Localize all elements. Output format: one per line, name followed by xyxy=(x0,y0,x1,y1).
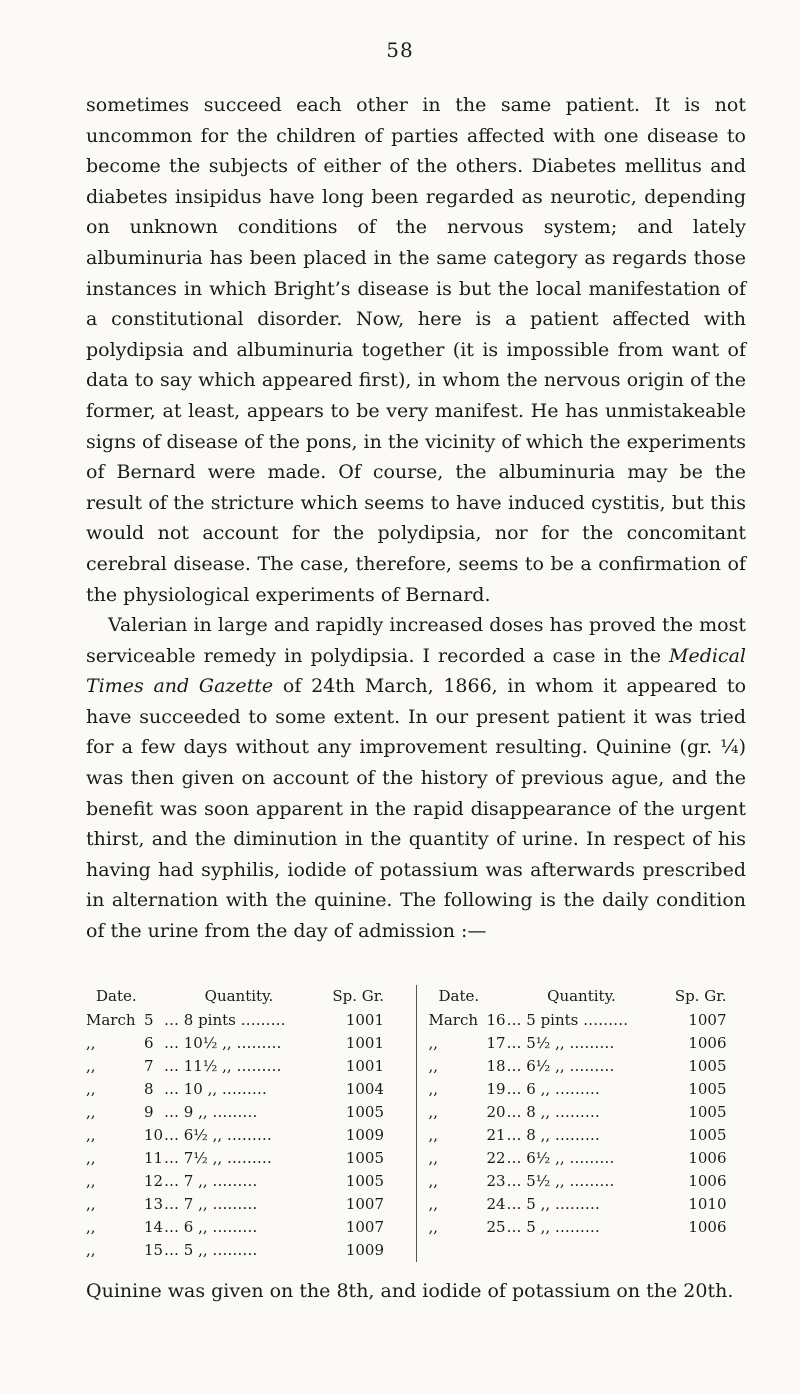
row-month: ,, xyxy=(428,1057,439,1075)
row-day: 23 xyxy=(486,1172,506,1190)
table-rows xyxy=(429,1009,759,1239)
row-quantity: … 6½ ,, ……… xyxy=(506,1149,615,1167)
table-row xyxy=(429,1124,759,1147)
row-date xyxy=(429,1124,507,1147)
row-month: ,, xyxy=(428,1172,439,1190)
row-month: ,, xyxy=(86,1218,96,1236)
row-sp-gr: 1001 xyxy=(345,1011,384,1029)
row-month: March xyxy=(428,1011,479,1029)
row-sp-gr: 1005 xyxy=(345,1172,384,1190)
header-sp-gr: Sp. Gr. xyxy=(674,987,727,1005)
table-row xyxy=(429,1101,759,1124)
table-row xyxy=(86,1055,416,1078)
row-day: 19 xyxy=(486,1080,506,1098)
row-quantity: … 6 ,, ……… xyxy=(164,1218,258,1236)
paragraph-1: sometimes succeed each other in the same patient. It is not uncommon for the children of parties affected with one disease to become the subjects of either of the others. Diabetes mellitus and diabetes insipidus have long been regarded as neurotic, depending on unknown conditions of the nervous system; and lately albuminuria has been placed in the same category as regards those instances in which Bright’s disease is but the local manifestation of a constitutional disorder. Now, here is a patient affected with polydipsia and albuminuria together (it is impossible from want of data to say which appeared first), in whom the nervous origin of the former, at least, appears to be very manifest. He has unmistakeable signs of disease of the pons, in the vicinity of which the experiments of Bernard were made. Of course, the albuminuria may be the result of the stricture which seems to have induced cystitis, but this would not account for the polydipsia, nor for the concomitant cerebral disease. The case, therefore, seems to be a confirmation of the physiological experiments of Bernard. xyxy=(86,94,746,606)
row-quantity: … 8 ,, ……… xyxy=(506,1126,600,1144)
urine-tables xyxy=(86,985,758,1262)
row-day: 25 xyxy=(486,1218,506,1236)
row-month: ,, xyxy=(428,1103,439,1121)
row-day: 13 xyxy=(144,1195,164,1213)
body-text xyxy=(86,90,746,947)
row-month: ,, xyxy=(86,1103,96,1121)
table-row xyxy=(429,1078,759,1101)
row-date xyxy=(86,1101,164,1124)
row-month: ,, xyxy=(86,1195,96,1213)
row-day: 14 xyxy=(144,1218,164,1236)
row-month: ,, xyxy=(428,1195,439,1213)
row-sp-gr: 1006 xyxy=(688,1149,727,1167)
header-sp-gr: Sp. Gr. xyxy=(332,987,384,1005)
row-date xyxy=(86,1170,164,1193)
row-day: 12 xyxy=(144,1172,164,1190)
row-sp-gr: 1006 xyxy=(688,1034,727,1052)
row-sp-gr: 1005 xyxy=(688,1080,727,1098)
row-sp-gr: 1005 xyxy=(345,1103,384,1121)
row-date xyxy=(429,1101,507,1124)
table-row xyxy=(86,1147,416,1170)
table-row xyxy=(86,1216,416,1239)
row-sp-gr: 1007 xyxy=(345,1218,384,1236)
row-sp-gr: 1001 xyxy=(345,1034,384,1052)
row-month: ,, xyxy=(428,1218,439,1236)
table-rows xyxy=(86,1009,416,1262)
row-quantity: … 10½ ,, ……… xyxy=(164,1034,282,1052)
row-month: ,, xyxy=(428,1034,439,1052)
row-quantity: … 5½ ,, ……… xyxy=(506,1034,615,1052)
row-sp-gr: 1006 xyxy=(688,1218,727,1236)
row-quantity: … 6½ ,, ……… xyxy=(506,1057,615,1075)
row-quantity: … 5½ ,, ……… xyxy=(506,1172,615,1190)
row-sp-gr: 1005 xyxy=(688,1103,727,1121)
row-date xyxy=(86,1009,164,1032)
row-quantity: … 7½ ,, ……… xyxy=(164,1149,272,1167)
row-month: ,, xyxy=(428,1126,439,1144)
footer-note: Quinine was given on the 8th, and iodide of potassium on the 20th. xyxy=(86,1280,734,1302)
row-month: ,, xyxy=(428,1149,439,1167)
row-month: March xyxy=(86,1011,136,1029)
table-row xyxy=(86,1078,416,1101)
table-row xyxy=(429,1147,759,1170)
row-date xyxy=(429,1193,507,1216)
table-row xyxy=(86,1170,416,1193)
row-month: ,, xyxy=(86,1034,96,1052)
urine-table-left xyxy=(86,985,417,1262)
row-date xyxy=(86,1216,164,1239)
paragraph-2-end: of 24th March, 1866, in whom it appeared to have succeeded to some extent. In our present patient it was tried for a few days without any improvement resulting. Quinine (gr. ¼) was then given on account of the history of previous ague, and the benefit was soon apparent in the rapid disappearance of the urgent thirst, and the diminution in the quantity of urine. In respect of his having had syphilis, iodide of potassium was afterwards prescribed in alternation with the quinine. The following is the daily condition of the urine from the day of admission :— xyxy=(86,675,747,943)
row-quantity: … 5 pints ……… xyxy=(506,1011,629,1029)
row-month: ,, xyxy=(86,1172,96,1190)
table-row xyxy=(86,1009,416,1032)
row-sp-gr: 1006 xyxy=(688,1172,727,1190)
row-sp-gr: 1010 xyxy=(688,1195,727,1213)
row-date xyxy=(86,1055,164,1078)
row-quantity: … 7 ,, ……… xyxy=(164,1172,258,1190)
row-date xyxy=(429,1078,507,1101)
row-quantity: … 6 ,, ……… xyxy=(506,1080,600,1098)
table-row xyxy=(86,1239,416,1262)
row-day: 21 xyxy=(486,1126,506,1144)
row-date xyxy=(86,1032,164,1055)
journal-title: Medical Times and Gazette xyxy=(86,644,746,698)
row-date xyxy=(429,1147,507,1170)
row-quantity: … 11½ ,, ……… xyxy=(164,1057,282,1075)
row-day: 8 xyxy=(144,1080,154,1098)
header-date: Date. xyxy=(96,987,137,1005)
row-sp-gr: 1005 xyxy=(345,1149,384,1167)
row-month: ,, xyxy=(428,1080,439,1098)
table-row xyxy=(86,1101,416,1124)
row-quantity: … 9 ,, ……… xyxy=(164,1103,258,1121)
table-row xyxy=(429,1216,759,1239)
row-date xyxy=(86,1193,164,1216)
row-date xyxy=(429,1032,507,1055)
table-row xyxy=(86,1193,416,1216)
row-day: 15 xyxy=(144,1241,164,1259)
row-quantity: … 8 ,, ……… xyxy=(506,1103,600,1121)
row-quantity: … 5 ,, ……… xyxy=(506,1218,600,1236)
table-row xyxy=(429,1055,759,1078)
row-quantity: … 10 ,, ……… xyxy=(164,1080,267,1098)
row-date xyxy=(86,1239,164,1262)
row-sp-gr: 1007 xyxy=(688,1011,727,1029)
row-day: 9 xyxy=(144,1103,154,1121)
row-quantity: … 8 pints ……… xyxy=(164,1011,286,1029)
header-quantity: Quantity. xyxy=(204,987,274,1005)
row-month: ,, xyxy=(86,1080,96,1098)
row-day: 22 xyxy=(486,1149,506,1167)
row-sp-gr: 1004 xyxy=(345,1080,384,1098)
table-row xyxy=(86,1124,416,1147)
row-sp-gr: 1005 xyxy=(688,1057,727,1075)
row-month: ,, xyxy=(86,1241,96,1259)
table-row xyxy=(86,1032,416,1055)
row-day: 5 xyxy=(144,1011,154,1029)
row-quantity: … 5 ,, ……… xyxy=(164,1241,258,1259)
row-day: 7 xyxy=(144,1057,154,1075)
table-row xyxy=(429,1193,759,1216)
table-row xyxy=(429,1032,759,1055)
paragraph-2 xyxy=(86,610,746,947)
header-quantity: Quantity. xyxy=(547,987,616,1005)
row-sp-gr: 1009 xyxy=(345,1241,384,1259)
page-number: 58 xyxy=(386,38,414,62)
row-sp-gr: 1007 xyxy=(345,1195,384,1213)
table-header xyxy=(429,985,759,1009)
row-date xyxy=(429,1009,507,1032)
table-row xyxy=(429,1009,759,1032)
row-sp-gr: 1009 xyxy=(345,1126,384,1144)
row-day: 11 xyxy=(144,1149,164,1167)
row-sp-gr: 1001 xyxy=(345,1057,384,1075)
row-date xyxy=(86,1078,164,1101)
row-day: 16 xyxy=(486,1011,506,1029)
row-month: ,, xyxy=(86,1126,96,1144)
row-sp-gr: 1005 xyxy=(688,1126,727,1144)
row-quantity: … 5 ,, ……… xyxy=(506,1195,600,1213)
row-date xyxy=(429,1170,507,1193)
paragraph-2-start: Valerian in large and rapidly increased doses has proved the most serviceable remedy in polydipsia. I recorded a case in the xyxy=(86,614,746,667)
row-month: ,, xyxy=(86,1057,96,1075)
header-date: Date. xyxy=(438,987,480,1005)
row-quantity: … 6½ ,, ……… xyxy=(164,1126,272,1144)
row-date xyxy=(86,1124,164,1147)
row-day: 10 xyxy=(144,1126,164,1144)
row-day: 6 xyxy=(144,1034,154,1052)
row-date xyxy=(86,1147,164,1170)
row-day: 24 xyxy=(486,1195,506,1213)
table-header xyxy=(86,985,416,1009)
row-day: 18 xyxy=(486,1057,506,1075)
row-quantity: … 7 ,, ……… xyxy=(164,1195,258,1213)
row-date xyxy=(429,1216,507,1239)
row-month: ,, xyxy=(86,1149,96,1167)
row-day: 17 xyxy=(486,1034,506,1052)
row-day: 20 xyxy=(486,1103,506,1121)
table-row xyxy=(429,1170,759,1193)
urine-table-right xyxy=(417,985,759,1262)
row-date xyxy=(429,1055,507,1078)
